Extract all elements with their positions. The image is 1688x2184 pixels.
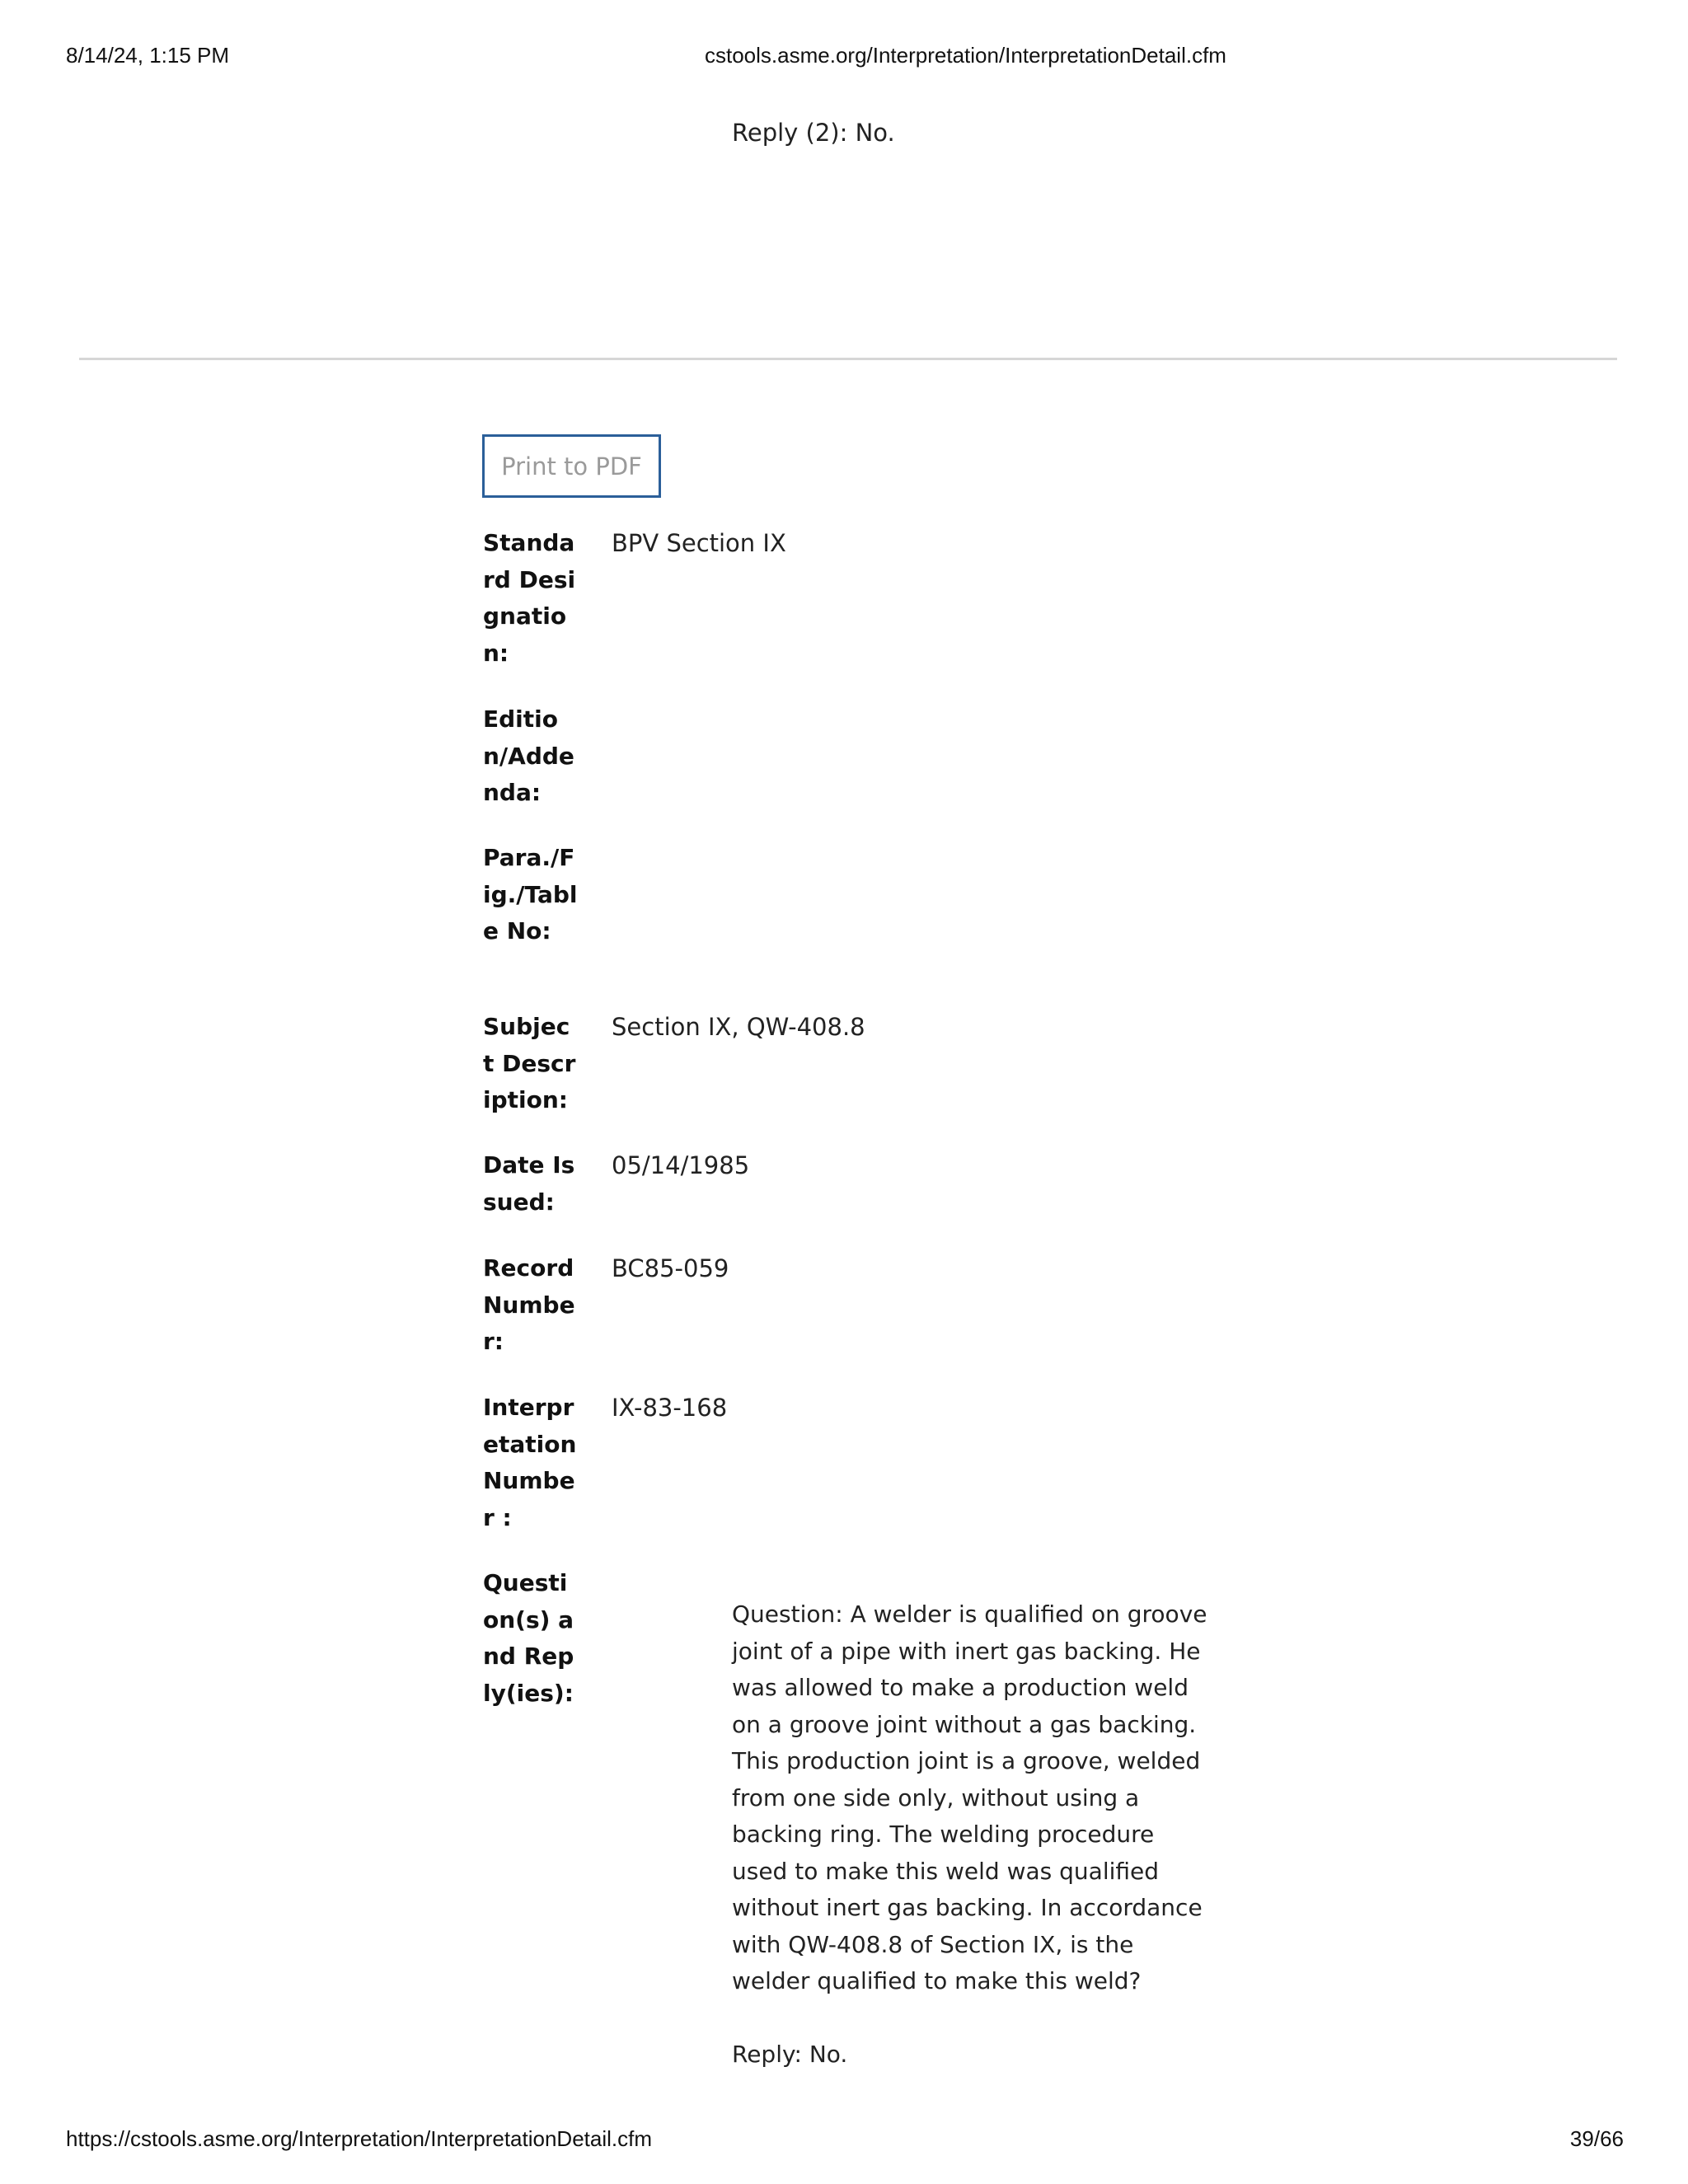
question-reply-block: [732, 1596, 1210, 2074]
interpretation-number-value: IX-83-168: [612, 1394, 728, 1422]
reply-text: Reply: No.: [732, 2041, 848, 2068]
standard-designation-label: Standard Designation:: [483, 529, 576, 667]
interpretation-number-label: Interpretation Number :: [483, 1394, 577, 1531]
section-divider: [79, 358, 1617, 360]
questions-replies-label: Question(s) and Reply(ies):: [483, 1569, 574, 1707]
print-header-url: cstools.asme.org/Interpretation/InterpretationDetail.cfm: [705, 43, 1226, 68]
print-to-pdf-button[interactable]: Print to PDF: [482, 434, 661, 498]
print-header-datetime: 8/14/24, 1:15 PM: [66, 43, 230, 68]
subject-description-value: Section IX, QW-408.8: [612, 1013, 865, 1041]
date-issued-value: 05/14/1985: [612, 1151, 750, 1179]
date-issued-label: Date Issued:: [483, 1151, 575, 1216]
standard-designation-value: BPV Section IX: [612, 529, 786, 557]
subject-description-label: Subject Description:: [483, 1013, 576, 1113]
question-text: Question: A welder is qualified on groove joint of a pipe with inert gas backing. He was allowed to make a production weld on a groove joint without a gas backing. This production joint is a groove, welded from one side only, without using a backing ring. The welding procedure used to make this weld was qualified without inert gas backing. In accordance with QW-408.8 of Section IX, is the welder qualified to make this weld?: [732, 1601, 1207, 1994]
page-number: 39/66: [1569, 2126, 1624, 2151]
record-number-label: Record Number:: [483, 1254, 575, 1355]
para-fig-table-label: Para./Fig./Table No:: [483, 844, 578, 944]
edition-addenda-label: Edition/Addenda:: [483, 705, 574, 806]
print-footer-url: https://cstools.asme.org/Interpretation/InterpretationDetail.cfm: [66, 2126, 653, 2151]
previous-entry-reply: Reply (2): No.: [732, 119, 895, 147]
record-number-value: BC85-059: [612, 1254, 729, 1282]
